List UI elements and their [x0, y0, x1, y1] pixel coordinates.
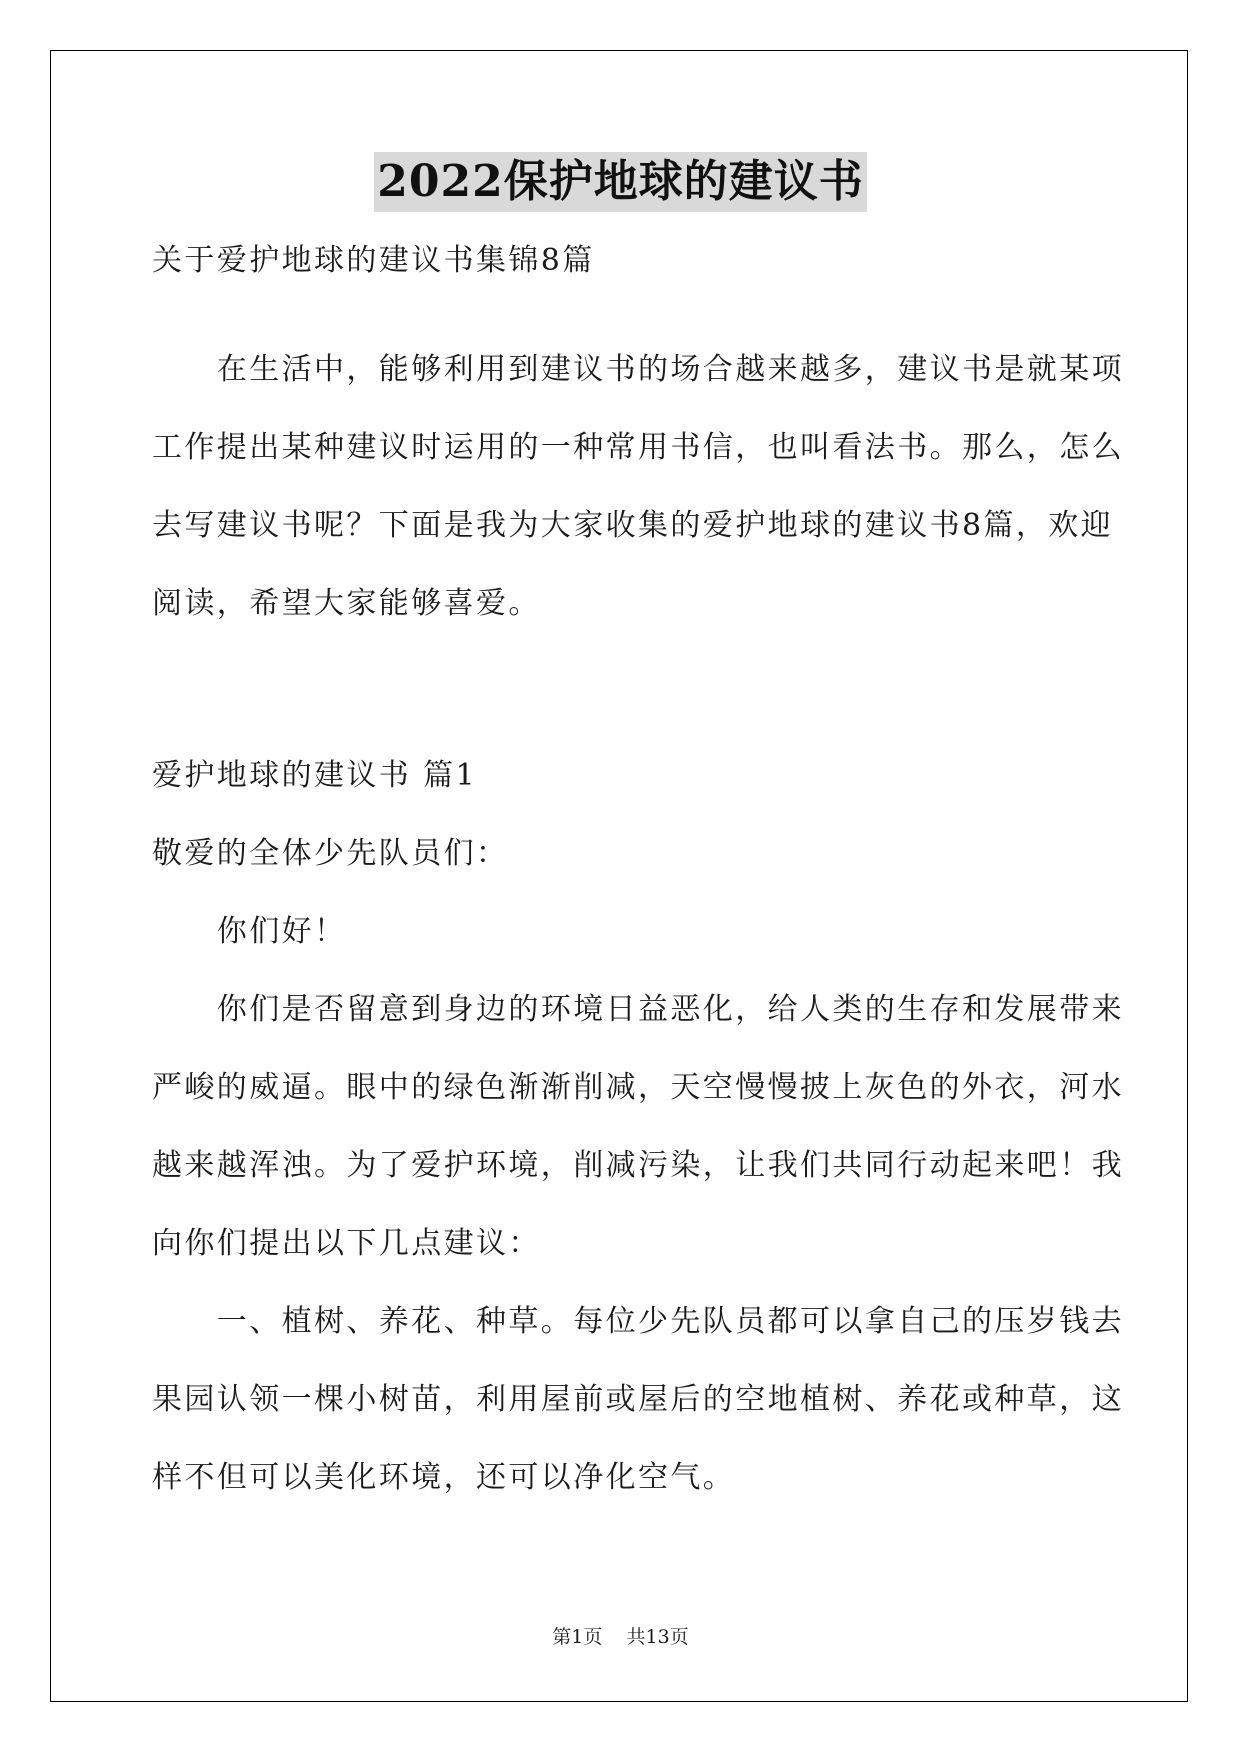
paragraph-line: 去写建议书呢？下面是我为大家收集的爱护地球的建议书8篇，欢迎: [152, 508, 1114, 543]
paragraph-line: 工作提出某种建议时运用的一种常用书信，也叫看法书。那么，怎么: [152, 430, 1124, 465]
paragraph-line: 在生活中，能够利用到建议书的场合越来越多，建议书是就某项: [152, 352, 1124, 387]
paragraph-line: 越来越浑浊。为了爱护环境，削减污染，让我们共同行动起来吧！我: [152, 1148, 1124, 1183]
title-container: [0, 152, 1241, 212]
salutation: 敬爱的全体少先队员们：: [152, 836, 509, 871]
document-title: 2022保护地球的建议书: [374, 152, 866, 212]
paragraph-line: 严峻的威逼。眼中的绿色渐渐削减，天空慢慢披上灰色的外衣，河水: [152, 1070, 1124, 1105]
current-page-number: 第1页: [552, 1626, 603, 1648]
page-footer: [0, 1624, 1241, 1650]
paragraph-line: 一、植树、养花、种草。每位少先队员都可以拿自己的压岁钱去: [152, 1304, 1124, 1339]
subtitle-line: 关于爱护地球的建议书集锦8篇: [152, 243, 595, 278]
paragraph-line: 样不但可以美化环境，还可以净化空气。: [152, 1460, 736, 1495]
total-pages: 共13页: [626, 1626, 689, 1648]
paragraph-line: 向你们提出以下几点建议：: [152, 1226, 541, 1261]
greeting: 你们好！: [152, 914, 347, 949]
paragraph-line: 果园认领一棵小树苗，利用屋前或屋后的空地植树、养花或种草，这: [152, 1382, 1124, 1417]
paragraph-line: 你们是否留意到身边的环境日益恶化，给人类的生存和发展带来: [152, 992, 1124, 1027]
section-heading: 爱护地球的建议书 篇1: [152, 758, 478, 793]
footer-spacer: [602, 1626, 626, 1648]
paragraph-line: 阅读，希望大家能够喜爱。: [152, 586, 541, 621]
page-border: [50, 50, 1188, 1702]
